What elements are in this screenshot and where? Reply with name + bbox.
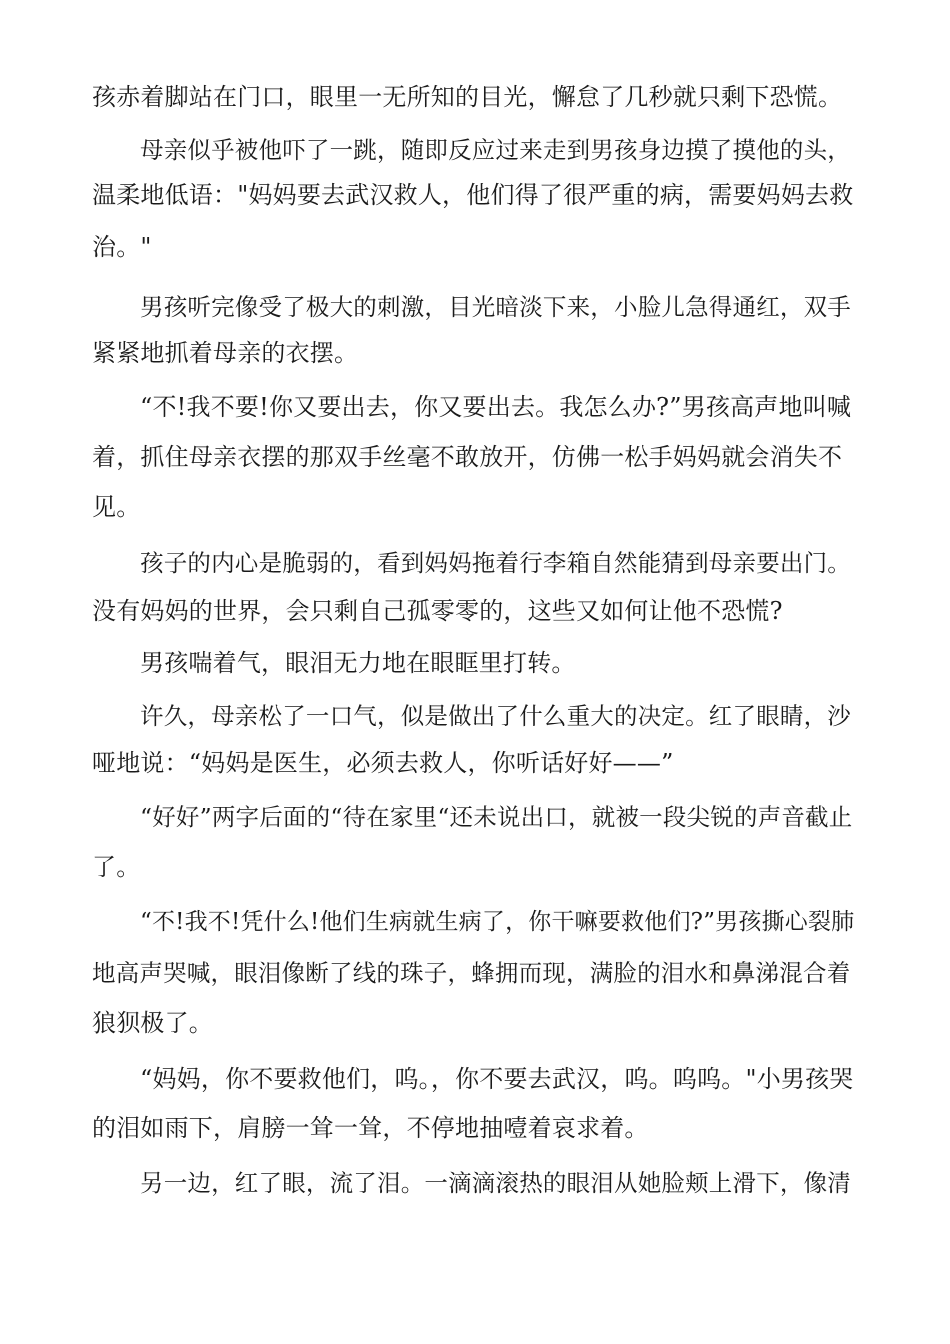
text-line: 了。 [92, 853, 141, 881]
text-line: “妈妈，你不要救他们，呜。，你不要去武汉，呜。呜呜。"小男孩哭 [140, 1065, 854, 1093]
text-line: “不!我不!凭什么!他们生病就生病了，你干嘛要救他们?”男孩撕心裂肺 [140, 909, 855, 935]
text-line: “好好”两字后面的“待在家里“还未说出口，就被一段尖锐的声音截止 [140, 803, 853, 831]
text-line: 母亲似乎被他吓了一跳，随即反应过来走到男孩身边摸了摸他的头， [140, 136, 851, 164]
text-line: 地高声哭喊，眼泪像断了线的珠子，蜂拥而现，满脸的泪水和鼻涕混合着 [92, 959, 851, 987]
text-line: 紧紧地抓着母亲的衣摆。 [92, 339, 359, 367]
text-line: 着，抓住母亲衣摆的那双手丝毫不敢放开，仿佛一松手妈妈就会消失不 [92, 443, 843, 471]
text-line: 孩子的内心是脆弱的，看到妈妈拖着行李箱自然能猜到母亲要出门。 [140, 549, 851, 577]
text-line: 哑地说：“妈妈是医生，必须去救人，你听话好好——” [92, 749, 674, 777]
text-line: 许久，母亲松了一口气，似是做出了什么重大的决定。红了眼睛，沙 [140, 702, 851, 730]
text-line: 温柔地低语："妈妈要去武汉救人，他们得了很严重的病，需要妈妈去救 [92, 181, 854, 209]
text-line: 的泪如雨下，肩膀一耸一耸，不停地抽噎着哀求着。 [92, 1114, 649, 1142]
text-line: 男孩听完像受了极大的刺激，目光暗淡下来，小脸儿急得通红，双手 [140, 293, 851, 321]
text-line: 男孩喘着气，眼泪无力地在眼眶里打转。 [140, 649, 576, 677]
text-line: 另一边，红了眼，流了泪。一滴滴滚热的眼泪从她脸颊上滑下，像清 [140, 1169, 851, 1197]
text-line: “不!我不要!你又要出去，你又要出去。我怎么办?”男孩高声地叫喊 [140, 393, 852, 421]
text-line: 治。" [92, 233, 152, 261]
text-line: 没有妈妈的世界，会只剩自己孤零零的，这些又如何让他不恐慌? [92, 597, 783, 625]
text-line: 狼狈极了。 [92, 1009, 213, 1037]
text-line: 孩赤着脚站在门口，眼里一无所知的目光，懈怠了几秒就只剩下恐慌。 [92, 83, 843, 111]
text-line: 见。 [92, 493, 141, 521]
